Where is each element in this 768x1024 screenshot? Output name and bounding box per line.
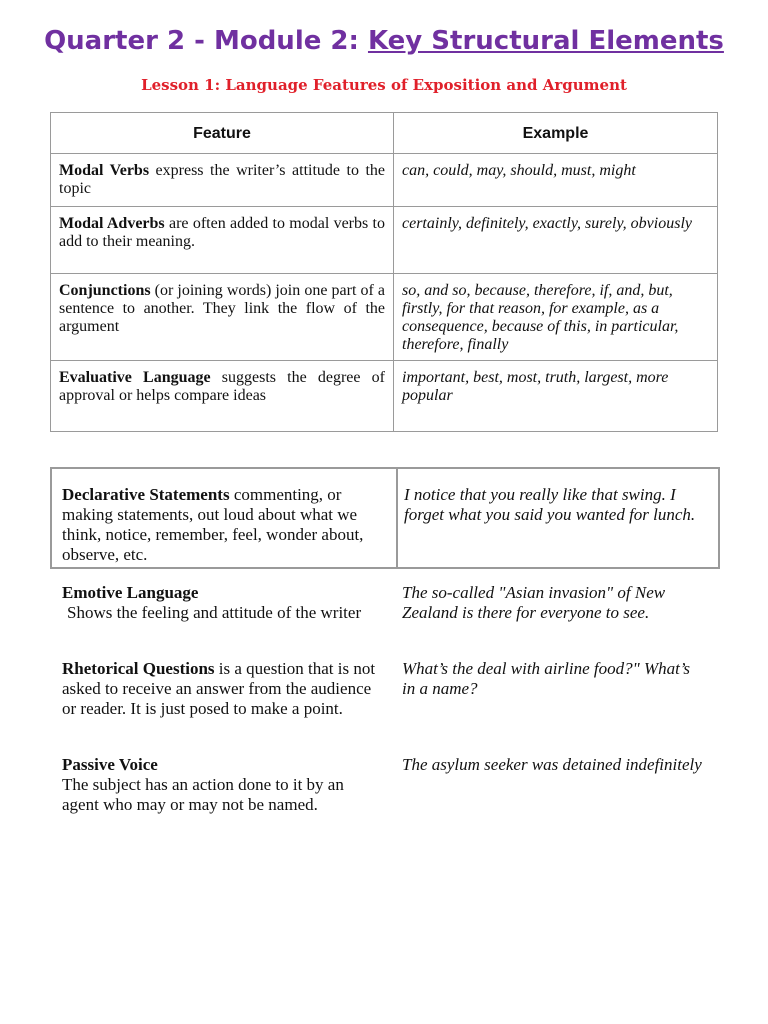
features-table (50, 112, 718, 432)
feature-desc: express the writer’s attitude to the topic (59, 162, 385, 197)
header-example: Example (394, 113, 718, 154)
feature-term: Modal Verbs (59, 162, 150, 179)
feature-term: Rhetorical Questions (62, 659, 215, 678)
feature-term: Emotive Language (62, 583, 199, 602)
feature-desc: are often added to modal verbs to add to their meaning. (59, 215, 385, 250)
feature-term: Conjunctions (59, 282, 151, 299)
feature-cell (51, 274, 394, 361)
feature-term: Declarative Statements (62, 485, 230, 504)
feature-cell (62, 485, 388, 565)
feature-cell (62, 755, 382, 815)
feature-desc: The subject has an action done to it by an agent who may or may not be named. (62, 775, 344, 814)
example-cell: The asylum seeker was detained indefinitely (402, 755, 702, 774)
feature-term: Evaluative Language (59, 369, 211, 386)
feature-term: Modal Adverbs (59, 215, 165, 232)
feature-term: Passive Voice (62, 755, 158, 774)
example-cell: so, and so, because, therefore, if, and, but, firstly, for that reason, for example, as a consequence, because of this, in particular, therefore, finally (394, 274, 718, 361)
feature-cell (62, 659, 382, 719)
example-cell: I notice that you really like that swing. I forget what you said you wanted for lunch. (404, 485, 696, 524)
example-cell: can, could, may, should, must, might (394, 154, 718, 207)
title-underlined: Key Structural Elements (367, 26, 724, 56)
feature-cell (51, 361, 394, 432)
feature-desc: suggests the degree of approval or helps compare ideas (59, 369, 385, 404)
column-divider (396, 469, 398, 567)
table-row (51, 154, 718, 207)
page-title (0, 26, 768, 56)
header-feature: Feature (51, 113, 394, 154)
feature-cell (51, 154, 394, 207)
table-header-row (51, 113, 718, 154)
feature-desc: is a question that is not asked to receive an answer from the audience or reader. It is just posed to make a point. (62, 659, 376, 718)
table-row (51, 207, 718, 274)
feature-cell (51, 207, 394, 274)
example-cell: certainly, definitely, exactly, surely, obviously (394, 207, 718, 274)
title-prefix: Quarter 2 - Module 2: (44, 26, 368, 56)
table-row (51, 274, 718, 361)
feature-desc: commenting, or making statements, out loud about what we think, notice, remember, feel, wonder about, observe, etc. (62, 485, 364, 564)
example-cell: The so-called "Asian invasion" of New Zealand is there for everyone to see. (402, 583, 666, 622)
feature-desc: Shows the feeling and attitude of the writer (67, 603, 362, 622)
lesson-subtitle: Lesson 1: Language Features of Exposition and Argument (141, 76, 627, 94)
feature-cell (62, 583, 382, 623)
example-cell: important, best, most, truth, largest, more popular (394, 361, 718, 432)
declarative-box (50, 467, 720, 569)
feature-desc: (or joining words) join one part of a sentence to another. They link the flow of the argument (59, 282, 385, 335)
table-row (51, 361, 718, 432)
example-cell: What’s the deal with airline food?" What’s in a name? (402, 659, 690, 698)
